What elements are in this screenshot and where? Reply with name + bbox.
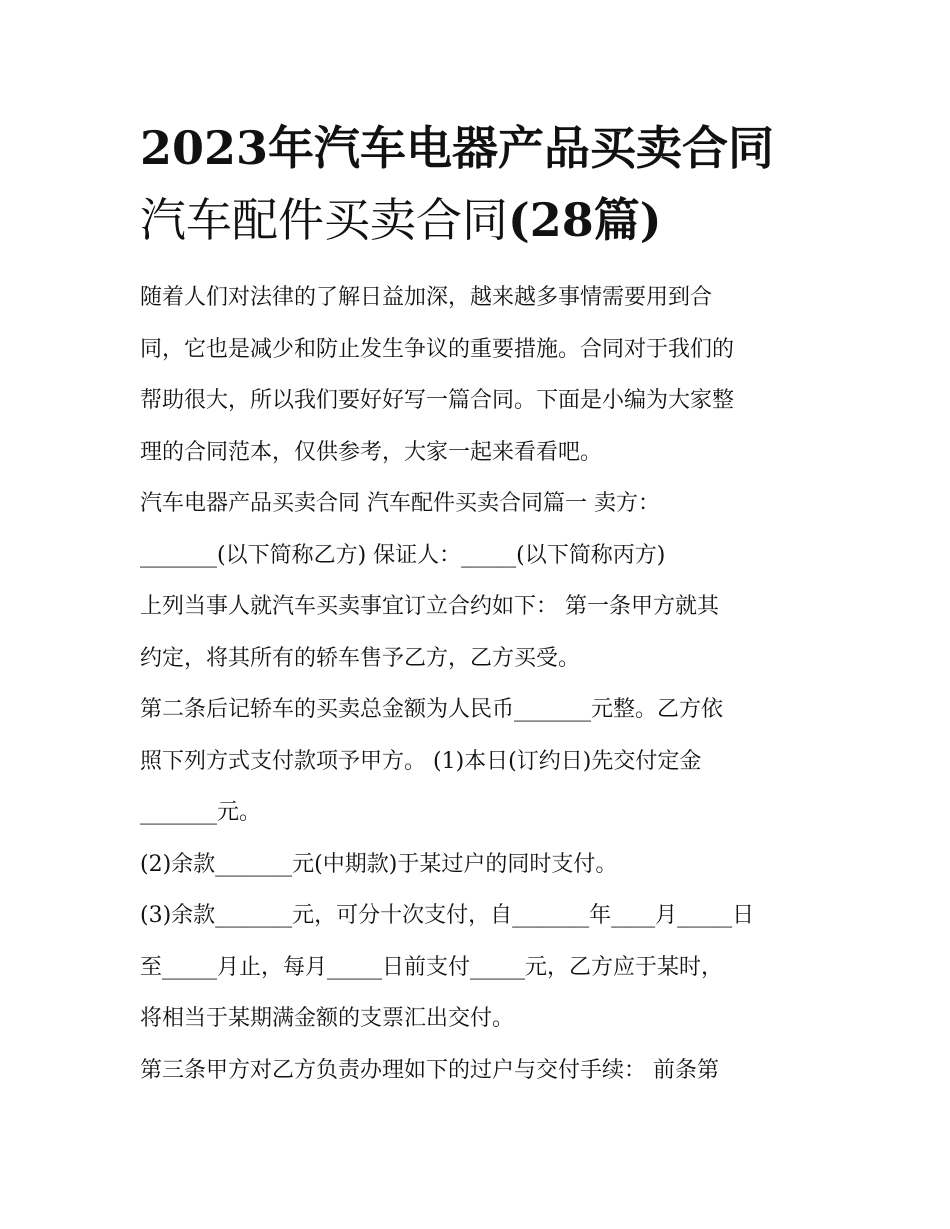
document-body	[140, 272, 830, 1096]
payment-2-paragraph	[140, 839, 830, 891]
text-line: 第三条甲方对乙方负责办理如下的过户与交付手续： 前条第	[140, 1057, 719, 1083]
payment-3-paragraph	[140, 890, 830, 1045]
title-line-1: 2023年汽车电器产品买卖合同	[140, 121, 775, 175]
text-line: 将相当于某期满金额的支票汇出交付。	[140, 1006, 515, 1031]
text-line: 照下列方式支付款项予甲方。 (1)本日(订约日)先交付定金	[140, 748, 702, 774]
text-line: 第二条后记轿车的买卖总金额为人民币_______元整。乙方依	[140, 697, 724, 722]
intro-paragraph	[140, 272, 830, 478]
text-line: 汽车电器产品买卖合同 汽车配件买卖合同篇一 卖方：	[140, 491, 660, 516]
title-count: (28篇)	[508, 193, 662, 247]
text-line: 理的合同范本，仅供参考，大家一起来看看吧。	[140, 439, 603, 465]
text-line: _______元。	[140, 800, 262, 825]
article-1-paragraph	[140, 581, 830, 684]
document-page	[140, 112, 830, 1096]
text-line: (3)余款_______元，可分十次支付，自_______年____月_____日	[140, 903, 755, 928]
title-line-2-text: 汽车配件买卖合同	[140, 193, 508, 247]
article-3-paragraph	[140, 1045, 830, 1097]
parties-paragraph	[140, 478, 830, 581]
text-line: 帮助很大，所以我们要好好写一篇合同。下面是小编为大家整	[140, 388, 735, 413]
text-line: 至_____月止，每月_____日前支付_____元，乙方应于某时，	[140, 954, 724, 980]
title-line-2	[140, 184, 830, 256]
text-line: 约定，将其所有的轿车售予乙方，乙方买受。	[140, 645, 581, 671]
document-title	[140, 112, 830, 256]
text-line: (2)余款_______元(中期款)于某过户的同时支付。	[140, 851, 618, 877]
article-2-paragraph	[140, 684, 830, 839]
text-line: 上列当事人就汽车买卖事宜订立合约如下： 第一条甲方就其	[140, 594, 719, 619]
text-line: 同，它也是减少和防止发生争议的重要措施。合同对于我们的	[140, 336, 735, 362]
text-line: 随着人们对法律的了解日益加深，越来越多事情需要用到合	[140, 285, 713, 310]
text-line: _______(以下简称乙方) 保证人：_____(以下简称丙方)	[140, 542, 666, 568]
